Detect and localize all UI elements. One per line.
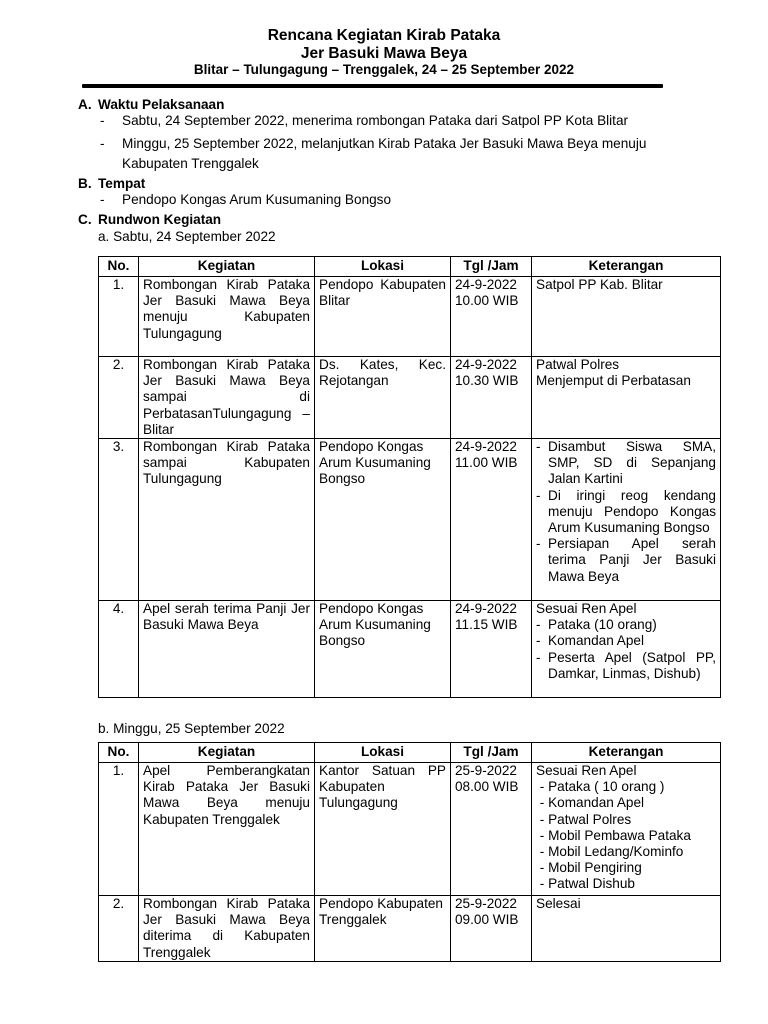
row-no: 2.: [99, 357, 139, 439]
row-kegiatan: Rombongan Kirab Pataka sampai Kabupaten Tulungagung: [139, 439, 315, 601]
row-lokasi: Pendopo Kongas Arum Kusumaning Bongso: [315, 439, 451, 601]
section-a-letter: A.: [78, 97, 92, 112]
row-time: 09.00 WIB: [455, 912, 519, 928]
row-note: Menjemput di Perbatasan: [536, 373, 691, 389]
row-note: Sesuai Ren Apel: [536, 763, 637, 778]
row-note: Sesuai Ren Apel: [536, 601, 637, 617]
header-tgl-jam: Tgl /Jam: [451, 743, 532, 763]
row-note: Satpol PP Kab. Blitar: [536, 277, 663, 292]
row-date: 25-9-2022: [455, 896, 517, 911]
table-row: [99, 277, 721, 357]
header-keterangan: Keterangan: [532, 257, 721, 277]
section-a-item-2: Minggu, 25 September 2022, melanjutkan Kirab Pataka Jer Basuki Mawa Beya menuju: [122, 136, 647, 151]
row-no: 1.: [99, 763, 139, 896]
section-b-title: Tempat: [98, 176, 146, 191]
schedule-table-day-2: [98, 742, 721, 962]
row-no: 3.: [99, 439, 139, 601]
row-kegiatan: Apel Pemberangkatan Kirab Pataka Jer Basuki Mawa Beya menuju Kabupaten Trenggalek: [139, 763, 315, 896]
table-row: [99, 439, 721, 601]
row-time: 10.30 WIB: [455, 373, 519, 389]
row-lokasi: Ds. Kates, Kec. Rejotangan: [315, 357, 451, 439]
section-c-title: Rundwon Kegiatan: [98, 212, 222, 227]
row-lokasi: Kantor Satuan PP Kabupaten Tulungagung: [315, 763, 451, 896]
table-header-row: [99, 743, 721, 763]
row-keterangan: [532, 357, 721, 439]
row-lokasi: Pendopo Kabupaten Trenggalek: [315, 896, 451, 962]
row-tgl-jam: [451, 763, 532, 896]
document-title: Rencana Kegiatan Kirab Pataka: [267, 27, 501, 44]
row-tgl-jam: [451, 601, 532, 698]
list-item: - Pataka ( 10 orang ): [536, 779, 665, 795]
row-tgl-jam: [451, 357, 532, 439]
document-subtitle: Blitar – Tulungagung – Trenggalek, 24 – 25 September 2022: [193, 62, 575, 77]
table-row: [99, 601, 721, 698]
row-kegiatan: Apel serah terima Panji Jer Basuki Mawa Beya: [139, 601, 315, 698]
row-date: 25-9-2022: [455, 763, 517, 778]
list-item: - Mobil Pembawa Pataka: [536, 827, 691, 843]
row-keterangan: [532, 277, 721, 357]
list-dash: -: [100, 113, 105, 128]
row-date: 24-9-2022: [455, 601, 517, 617]
header-kegiatan: Kegiatan: [139, 743, 315, 763]
list-item: - Persiapan Apel serah terima Panji Jer Basuki Mawa Beya: [536, 536, 716, 584]
row-lokasi: Pendopo Kongas Arum Kusumaning Bongso: [315, 601, 451, 698]
section-b-letter: B.: [78, 176, 92, 191]
title-divider: [82, 84, 663, 88]
table-row: [99, 896, 721, 962]
section-a-item-1: Sabtu, 24 September 2022, menerima rombongan Pataka dari Satpol PP Kota Blitar: [122, 113, 629, 128]
section-a-item-2-cont: Kabupaten Trenggalek: [122, 156, 259, 171]
list-item: - Mobil Pengiring: [536, 860, 642, 876]
row-keterangan: [532, 896, 721, 962]
list-item: - Patwal Dishub: [536, 876, 635, 892]
section-a-title: Waktu Pelaksanaan: [98, 97, 225, 112]
row-date: 24-9-2022: [455, 277, 517, 292]
row-tgl-jam: [451, 439, 532, 601]
list-dash: -: [100, 192, 105, 207]
header-no: No.: [99, 257, 139, 277]
row-note: Patwal Polres: [536, 357, 620, 372]
list-item: - Disambut Siswa SMA, SMP, SD di Sepanjang Jalan Kartini: [536, 439, 716, 487]
row-lokasi: Pendopo Kabupaten Blitar: [315, 277, 451, 357]
table-header-row: [99, 257, 721, 277]
row-kegiatan: Rombongan Kirab Pataka Jer Basuki Mawa Beya menuju Kabupaten Tulungagung: [139, 277, 315, 357]
table-row: [99, 763, 721, 896]
row-no: 2.: [99, 896, 139, 962]
row-date: 24-9-2022: [455, 357, 517, 372]
list-item: - Mobil Ledang/Kominfo: [536, 844, 684, 860]
row-no: 1.: [99, 277, 139, 357]
header-no: No.: [99, 743, 139, 763]
list-dash: -: [100, 136, 105, 151]
list-item: - Pataka (10 orang): [536, 617, 657, 633]
document-title-line2: Jer Basuki Mawa Beya: [300, 45, 468, 62]
list-item: - Di iringi reog kendang menuju Pendopo Kongas Arum Kusumaning Bongso: [536, 487, 716, 536]
row-date: 24-9-2022: [455, 439, 517, 455]
header-lokasi: Lokasi: [315, 257, 451, 277]
list-item: - Komandan Apel: [536, 795, 645, 811]
schedule-day-2-label: b. Minggu, 25 September 2022: [98, 721, 285, 736]
row-tgl-jam: [451, 277, 532, 357]
section-c-letter: C.: [78, 212, 92, 227]
row-tgl-jam: [451, 896, 532, 962]
schedule-day-1-label: a. Sabtu, 24 September 2022: [98, 229, 276, 244]
row-kegiatan: Rombongan Kirab Pataka Jer Basuki Mawa Beya sampai di PerbatasanTulungagung – Blitar: [139, 357, 315, 439]
list-item: - Komandan Apel: [536, 633, 644, 649]
table-row: [99, 357, 721, 439]
row-time: 11.15 WIB: [455, 617, 518, 633]
schedule-table-day-1: [98, 256, 721, 698]
list-item: - Peserta Apel (Satpol PP, Damkar, Linmas, Dishub): [536, 649, 716, 681]
section-b-item-1: Pendopo Kongas Arum Kusumaning Bongso: [122, 192, 392, 207]
row-keterangan: [532, 601, 721, 698]
row-time: 11.00 WIB: [455, 455, 518, 471]
header-kegiatan: Kegiatan: [139, 257, 315, 277]
row-keterangan: [532, 439, 721, 601]
row-note: Selesai: [536, 896, 581, 911]
row-time: 10.00 WIB: [455, 293, 519, 309]
header-keterangan: Keterangan: [532, 743, 721, 763]
header-tgl-jam: Tgl /Jam: [451, 257, 532, 277]
row-no: 4.: [99, 601, 139, 698]
header-lokasi: Lokasi: [315, 743, 451, 763]
list-item: - Patwal Polres: [536, 811, 632, 827]
row-keterangan: [532, 763, 721, 896]
row-kegiatan: Rombongan Kirab Pataka Jer Basuki Mawa Beya diterima di Kabupaten Trenggalek: [139, 896, 315, 962]
row-time: 08.00 WIB: [455, 779, 519, 795]
